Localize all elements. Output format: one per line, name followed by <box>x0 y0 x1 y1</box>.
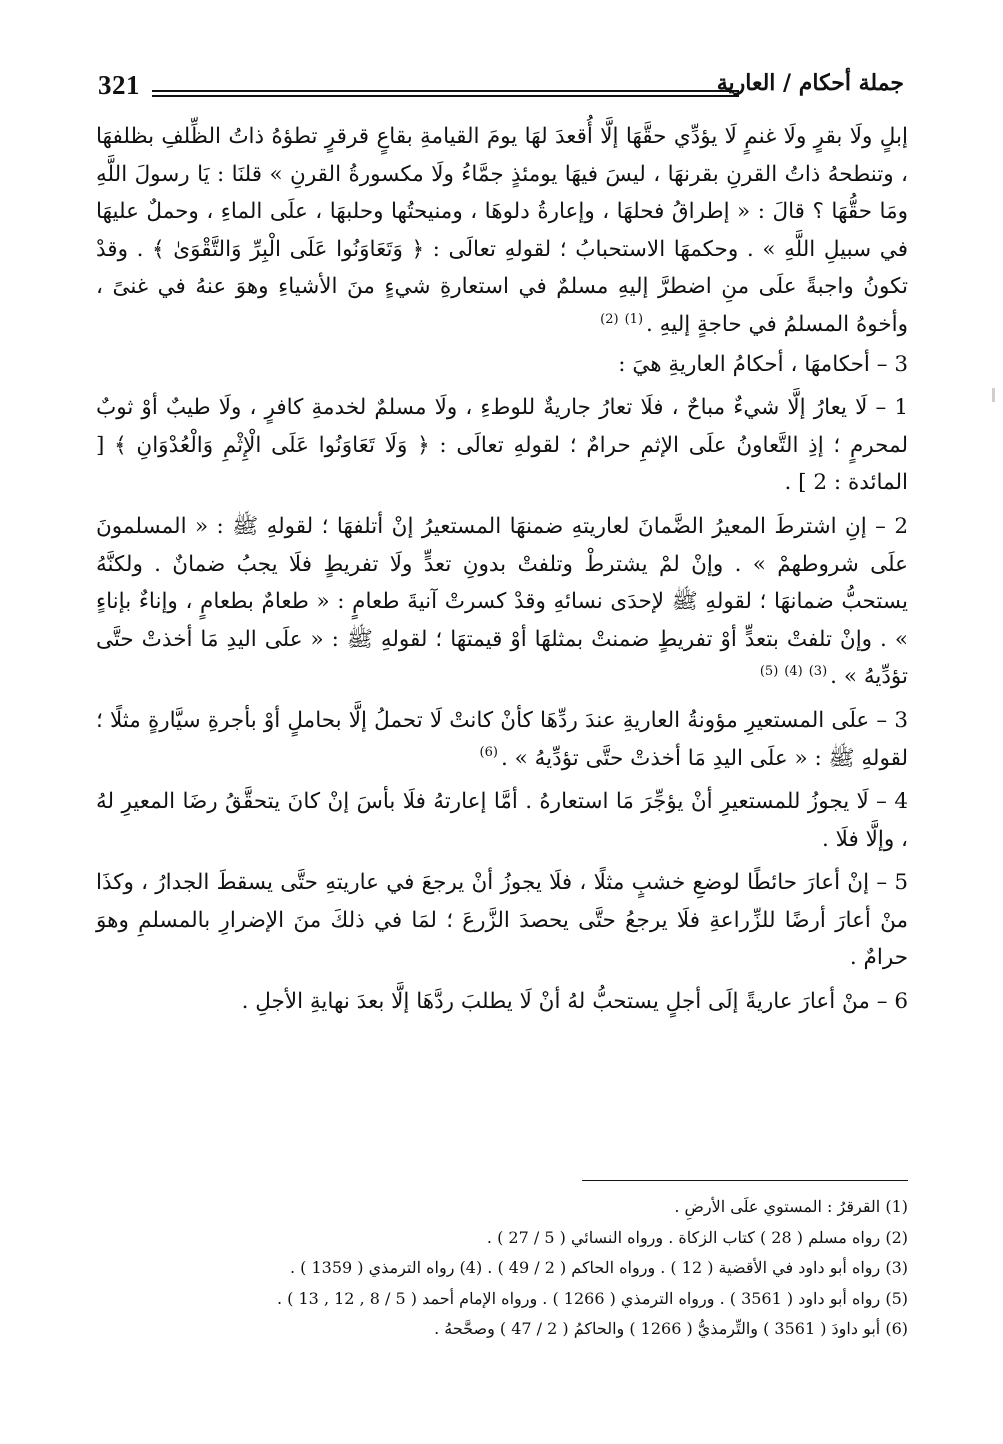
paragraph-ruling-1: 1 – لَا يعارُ إلَّا شيءٌ مباحٌ ، فلَا تعارُ جاريةٌ للوطءِ ، ولَا مسلمٌ لخدمةِ كافرٍ ، ولَا طيبٌ أوْ ثوبٌ لمحرمٍ ؛ إذِ التَّعاونُ علَى الإثمِ حرامٌ ؛ لقولهِ تعالَى : ﴿ وَلَا تَعَاوَنُوا عَلَى الْإِثْمِ وَالْعُدْوَانِ ﴾ [ المائدة : 2 ] . <box>96 395 908 496</box>
paragraph-text: 3 – علَى المستعيرِ مؤونةُ العاريةِ عندَ ردِّهَا كأنْ كانتْ لَا تحملُ إلَّا بحاملٍ أوْ بأجرةِ سيَّارةٍ مثلًا ؛ لقولهِ ﷺ : « علَى اليدِ مَا أخذتْ حتَّى تؤدِّيهُ » . <box>96 707 908 771</box>
footnote-marker: (6) <box>479 745 498 761</box>
paragraph-rulings-heading: 3 – أحكامهَا ، أحكامُ العاريةِ هيَ : <box>618 351 908 377</box>
header-rule-double <box>152 95 739 97</box>
paragraph-ruling-3 <box>96 702 908 777</box>
footnote-marker: (3) <box>808 664 828 680</box>
scan-margin-mark <box>992 388 995 402</box>
paragraph-ruling-5: 5 – إنْ أعارَ حائطًا لوضعِ خشبٍ مثلًا ، فلَا يجوزُ أنْ يرجعَ في عاريتهِ حتَّى يسقطَ الجدارُ ، وكذَا منْ أعارَ أرضًا للزِّراعةِ فلَا يرجعُ حتَّى يحصدَ الزَّرعَ ؛ لمَا في ذلكَ منَ الإضرارِ بالمسلمِ وهوَ حرامٌ . <box>96 870 908 971</box>
footnote-marker: (2) <box>600 311 619 327</box>
footnotes <box>96 1192 908 1345</box>
paragraph-intro <box>96 118 908 344</box>
page-number: 321 <box>98 70 140 100</box>
footnote-6: (6) أبو داودَ ( 3561 ) والتِّرمذيُّ ( 1266 ) والحاكمُ ( 2 / 47 ) وصحَّحهُ . <box>434 1319 908 1338</box>
footnote-marker: (5) <box>759 664 779 680</box>
footnote-2: (2) رواه مسلم ( 28 ) كتاب الزكاة . ورواه النسائي ( 5 / 27 ) . <box>486 1227 908 1247</box>
footnote-separator <box>582 1180 908 1181</box>
footnote-3-4: (3) رواه أبو داود في الأقضية ( 12 ) . ورواه الحاكم ( 2 / 49 ) . (4) رواه الترمذي ( 1359 ) . <box>289 1258 908 1277</box>
paragraph-ruling-4: 4 – لَا يجوزُ للمستعيرِ أنْ يؤجِّرَ مَا استعارهُ . أمَّا إعارتهُ فلَا بأسَ إنْ كانَ يتحقَّقُ رضَا المعيرِ لهُ ، وإلَّا فلَا . <box>96 789 908 852</box>
footnote-marker: (1) <box>624 311 644 327</box>
footnote-1: (1) القرقرُ : المستوي علَى الأرضِ . <box>674 1197 908 1216</box>
page-header <box>92 66 904 106</box>
paragraph-ruling-2 <box>96 508 908 696</box>
header-rule <box>152 90 739 92</box>
main-text <box>96 118 908 1021</box>
paragraph-text: إبلٍ ولَا بقرٍ ولَا غنمٍ لَا يؤدِّي حقَّهَا إلَّا أُقعدَ لهَا يومَ القيامةِ بقاعٍ قرقرٍ تطؤهُ ذاتُ الظِّلفِ بظلفهَا ، وتنطحهُ ذاتُ القرنِ بقرنهَا ، ليسَ فيهَا يومئذٍ جمَّاءُ ولَا مكسورةُ القرنِ » قلنَا : يَا رسولَ اللَّهِ ومَا حقُّهَا ؟ قالَ : « إطراقُ فحلهَا ، وإعارةُ دلوهَا ، ومنيحتُها وحلبهَا ، علَى الماءِ ، وحملٌ عليهَا في سبيلِ اللَّهِ » . وحكمهَا الاستحبابُ ؛ لقولهِ تعالَى : ﴿ وَتَعَاوَنُوا عَلَى الْبِرِّ وَالتَّقْوَىٰ ﴾ . وقدْ تكونُ واجبةً علَى منِ اضطرَّ إليهِ مسلمٌ في استعارةِ شيءٍ منَ الأشياءِ وهوَ عنهُ في غنىً ، وأخوهُ المسلمُ في حاجةٍ إليهِ . <box>96 124 908 337</box>
running-title: جملة أحكام / العارية <box>716 70 904 96</box>
footnote-5: (5) رواه أبو داود ( 3561 ) . ورواه الترمذي ( 1266 ) . ورواه الإمام أحمد ( 5 / 8 , 12 , 13 ) . <box>277 1288 908 1308</box>
paragraph-text: 2 – إنِ اشترطَ المعيرُ الضَّمانَ لعاريتهِ ضمنهَا المستعيرُ إنْ أتلفهَا ؛ لقولهِ ﷺ : « المسلمونَ علَى شروطهمْ » . وإنْ لمْ يشترطْ وتلفتْ بدونِ تعدٍّ ولَا تفريطٍ فلَا يجبُ ضمانٌ . ولكنَّهُ يستحبُّ ضمانهَا ؛ لقولهِ ﷺ لإحدَى نسائهِ وقدْ كسرتْ آنيةَ طعامٍ : « طعامٌ بطعامٍ ، وإناءٌ بإناءٍ » . وإنْ تلفتْ بتعدٍّ أوْ تفريطٍ ضمنتْ بمثلهَا أوْ قيمتهَا ؛ لقولهِ ﷺ : « علَى اليدِ مَا أخذتْ حتَّى تؤدِّيهُ » . <box>96 513 908 690</box>
paragraph-ruling-6: 6 – منْ أعارَ عاريةً إلَى أجلٍ يستحبُّ لهُ أنْ لَا يطلبَ ردَّهَا إلَّا بعدَ نهايةِ الأجلِ . <box>241 989 908 1015</box>
footnote-marker: (4) <box>784 664 803 680</box>
